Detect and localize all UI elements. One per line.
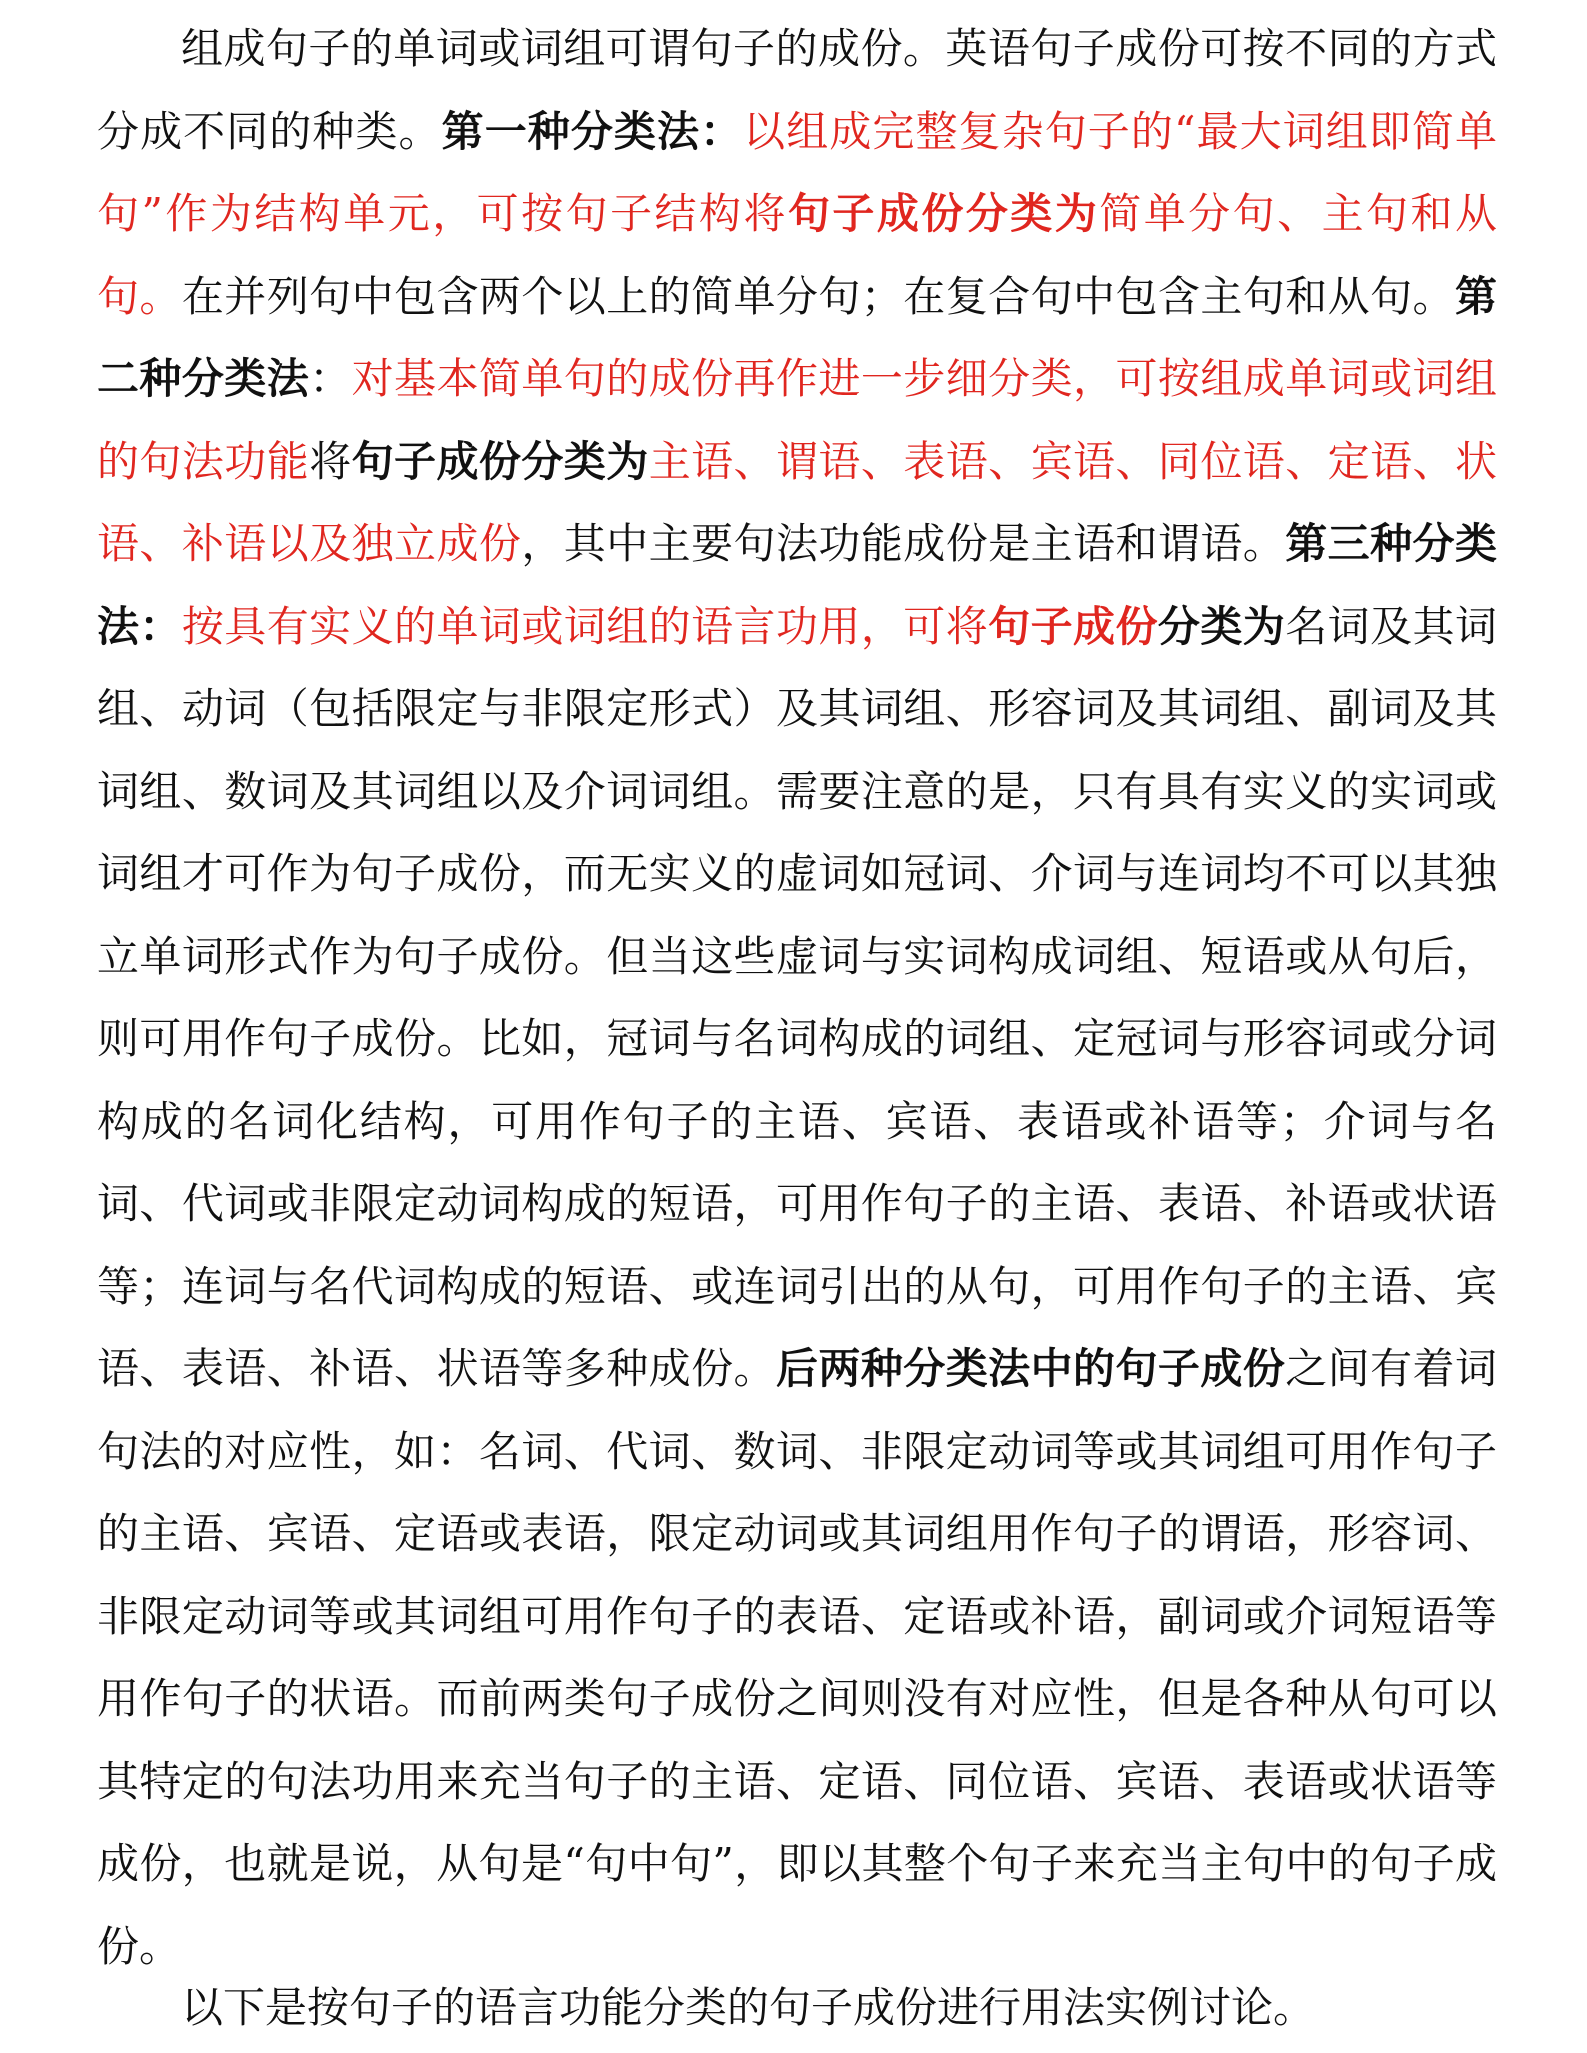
third-method-categories-and-notes: 名词及其词组、动词（包括限定与非限定形式）及其词组、形容词及其词组、副词及其词组、数词及其词组以及介词词组。需要注意的是，只有具有实义的实词或词组才可作为句子成份，而无实义的虚词如冠词、介词与连词均不可以其独立单词形式作为句子成份。但当这些虚词与实词构成词组、短语或从句后，则可用作句子成份。比如，冠词与名词构成的词组、定冠词与形容词或分词构成的名词化结构，可用作句子的主语、宾语、表语或补语等；介词与名词、代词或非限定动词构成的短语，可用作句子的主语、表语、补语或状语等；连词与名代词构成的短语、或连词引出的从句，可用作句子的主语、宾语、表语、补语、状语等多种成份。 — [97, 601, 1497, 1393]
second-method-connector: 将 — [309, 436, 352, 486]
third-method-classified-as: 分类为 — [1157, 601, 1286, 651]
second-method-categories: 主语、谓语、表语、宾语、同位语、定语、状语、补语以及独立成份 — [97, 436, 1497, 568]
first-method-definition: 以组成完整复杂句子的“最大词组即简单句”作为结构单元，可按句子结构将 — [97, 106, 1497, 238]
first-method-heading: 第一种分类法： — [441, 106, 744, 156]
third-method-sentence-elements: 句子成份 — [988, 601, 1158, 651]
correspondence-explanation: 之间有着词句法的对应性，如：名词、代词、数词、非限定动词等或其词组可用作句子的主语、宾语、定语或表语，限定动词或其词组用作句子的谓语，形容词、非限定动词等或其词组可用作句子的表语、定语或补语，副词或介词短语等用作句子的状语。而前两类句子成份之间则没有对应性，但是各种从句可以其特定的句法功用来充当句子的主语、定语、同位语、宾语、表语或状语等成份，也就是说，从句是“句中句”，即以其整个句子来充当主句中的句子成份。 — [97, 1344, 1497, 1971]
second-method-heading: 第二种分类法 — [97, 271, 1497, 403]
third-method-heading: 第三种分类法： — [97, 519, 1497, 651]
main-paragraph — [97, 8, 1497, 1988]
intro-text: 组成句子的单词或词组可谓句子的成份。英语句子成份可按不同的方式分成不同的种类。 — [97, 24, 1497, 156]
third-method-definition: 按具有实义的单词或词组的语言功用，可将 — [181, 601, 989, 651]
correspondence-heading: 后两种分类法中的句子成份 — [775, 1344, 1286, 1393]
closing-paragraph: 以下是按句子的语言功能分类的句子成份进行用法实例讨论。 — [181, 1983, 1316, 2032]
first-method-classified-as: 句子成份分类为 — [787, 189, 1100, 238]
first-method-explanation: 在并列句中包含两个以上的简单分句；在复合句中包含主句和从句。 — [181, 271, 1455, 321]
second-method-explanation: ，其中主要句法功能成份是主语和谓语。 — [521, 519, 1286, 568]
second-method-classified-as: 句子成份分类为 — [351, 436, 649, 486]
second-method-definition: 对基本简单句的成份再作进一步细分类，可按组成单词或词组的句法功能 — [97, 354, 1497, 486]
second-method-colon: ： — [309, 354, 352, 403]
first-method-categories: 简单分句、主句和从句。 — [97, 189, 1497, 321]
